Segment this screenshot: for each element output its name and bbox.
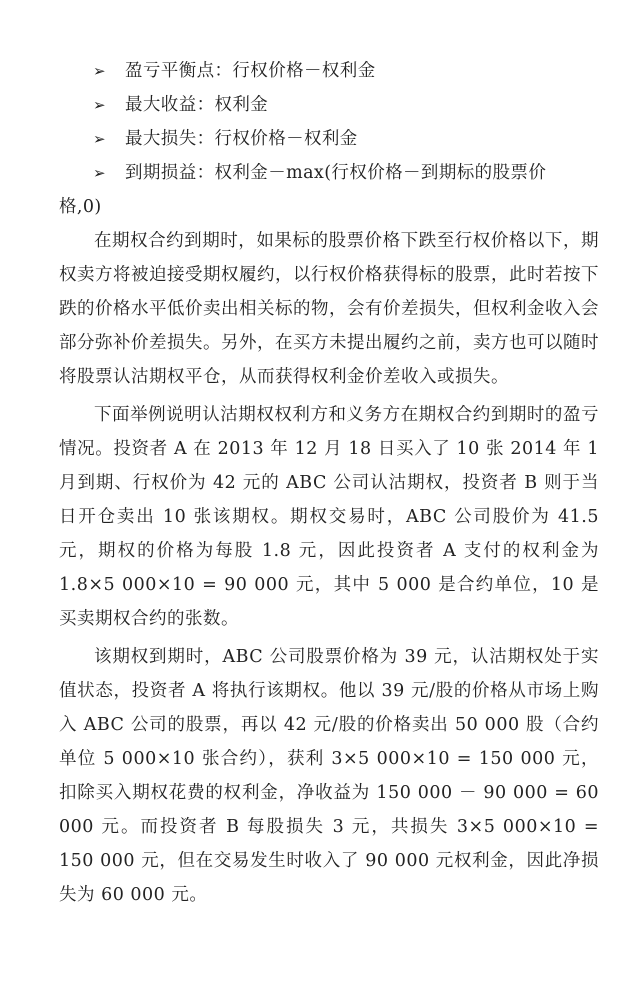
bullet-breakeven xyxy=(59,54,599,88)
document-page xyxy=(59,54,599,916)
bullet-max-loss xyxy=(59,122,599,156)
bullet-text: 最大收益：权利金 xyxy=(125,95,269,115)
bullet-text: 到期损益：权利金－max(行权价格－到期标的股票价 xyxy=(125,163,547,183)
bullet-max-gain xyxy=(59,88,599,122)
bullet-text-continuation: 格,0) xyxy=(59,197,102,217)
arrow-bullet-icon: ➢ xyxy=(93,62,106,80)
arrow-bullet-icon: ➢ xyxy=(93,164,106,182)
bullet-text: 最大损失：行权价格－权利金 xyxy=(125,129,358,149)
bullet-text: 盈亏平衡点：行权价格－权利金 xyxy=(125,61,376,81)
arrow-bullet-icon: ➢ xyxy=(93,130,106,148)
paragraph-example-result: 该期权到期时，ABC 公司股票价格为 39 元，认沽期权处于实值状态，投资者 A 将执行该期权。他以 39 元/股的价格从市场上购入 ABC 公司的股票，再以 42 元/股的价格卖出 50 000 股（合约单位 5 000×10 张合约），获利 3×5 000×10 = 150 000 元，扣除买入期权花费的权利金，净收益为 150 000 － 90 000 = 60 000 元。而投资者 B 每股损失 3 元，共损失 3×5 000×10 = 150 000 元，但在交易发生时收入了 90 000 元权利金，因此净损失为 60 000 元。 xyxy=(59,647,599,905)
arrow-bullet-icon: ➢ xyxy=(93,96,106,114)
bullet-expiry-pnl xyxy=(59,156,599,190)
paragraph-expiry-seller: 在期权合约到期时，如果标的股票价格下跌至行权价格以下，期权卖方将被迫接受期权履约，以行权价格获得标的股票，此时若按下跌的价格水平低价卖出相关标的物，会有价差损失，但权利金收入会部分弥补价差损失。另外，在买方未提出履约之前，卖方也可以随时将股票认沽期权平仓，从而获得权利金价差收入或损失。 xyxy=(59,231,599,387)
paragraph-example-setup: 下面举例说明认沽期权权利方和义务方在期权合约到期时的盈亏情况。投资者 A 在 2013 年 12 月 18 日买入了 10 张 2014 年 1 月到期、行权价为 42 元的 ABC 公司认沽期权，投资者 B 则于当日开仓卖出 10 张该期权。期权交易时，ABC 公司股价为 41.5 元，期权的价格为每股 1.8 元，因此投资者 A 支付的权利金为 1.8×5 000×10 = 90 000 元，其中 5 000 是合约单位，10 是买卖期权合约的张数。 xyxy=(59,405,599,629)
